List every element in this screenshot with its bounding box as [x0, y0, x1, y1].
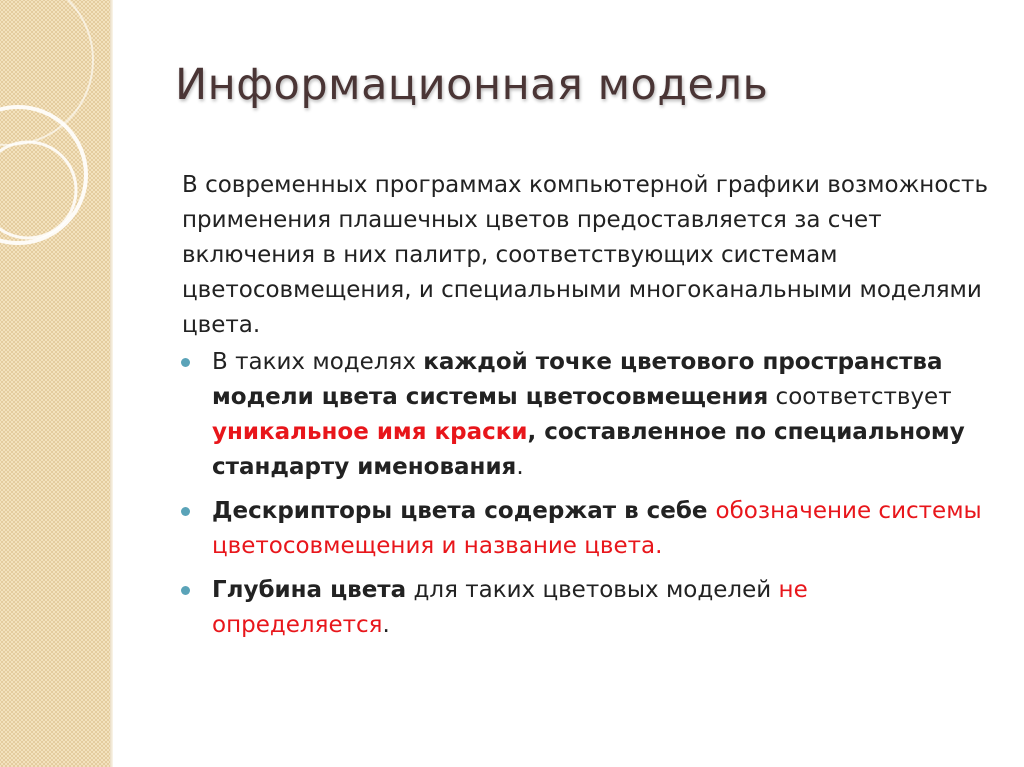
intro-paragraph: В современных программах компьютерной графики возможность применения плашечных цветов предоставляется за счет включения в них палитр, соответствующих системам цветосовмещения, и специальными многоканальными моделями цвета.: [182, 172, 989, 338]
bullet-text: .: [516, 454, 524, 480]
bullet-text: соответствует: [768, 384, 952, 410]
bullet-text-red: не определяется: [212, 577, 808, 638]
slide-body: [182, 168, 992, 652]
bullet-icon: [181, 358, 190, 367]
bullet-text-bold: , составленное по специальному стандарту именования: [212, 419, 965, 480]
bullet-text-red: обозначение системы цветосовмещения и название цвета.: [212, 498, 982, 559]
sidebar-divider: [110, 0, 113, 767]
bullet-text-highlight: уникальное имя краски: [212, 419, 528, 445]
decorative-rings-icon: [0, 0, 110, 767]
bullet-list: [182, 345, 992, 643]
bullet-icon: [181, 586, 190, 595]
decorative-sidebar: [0, 0, 110, 767]
slide-title: Информационная модель: [175, 60, 769, 110]
bullet-item: [181, 345, 992, 485]
bullet-item: [181, 573, 992, 643]
bullet-text: для таких цветовых моделей: [406, 577, 779, 603]
bullet-item: [181, 494, 992, 564]
bullet-text-bold: Дескрипторы цвета содержат в себе: [212, 498, 716, 524]
bullet-text: .: [382, 612, 390, 638]
bullet-text-bold: каждой точке цветового пространства модели цвета системы цветосовмещения: [212, 349, 943, 410]
bullet-text: В таких моделях: [212, 349, 424, 375]
bullet-icon: [181, 507, 190, 516]
bullet-text-bold: Глубина цвета: [212, 577, 407, 603]
